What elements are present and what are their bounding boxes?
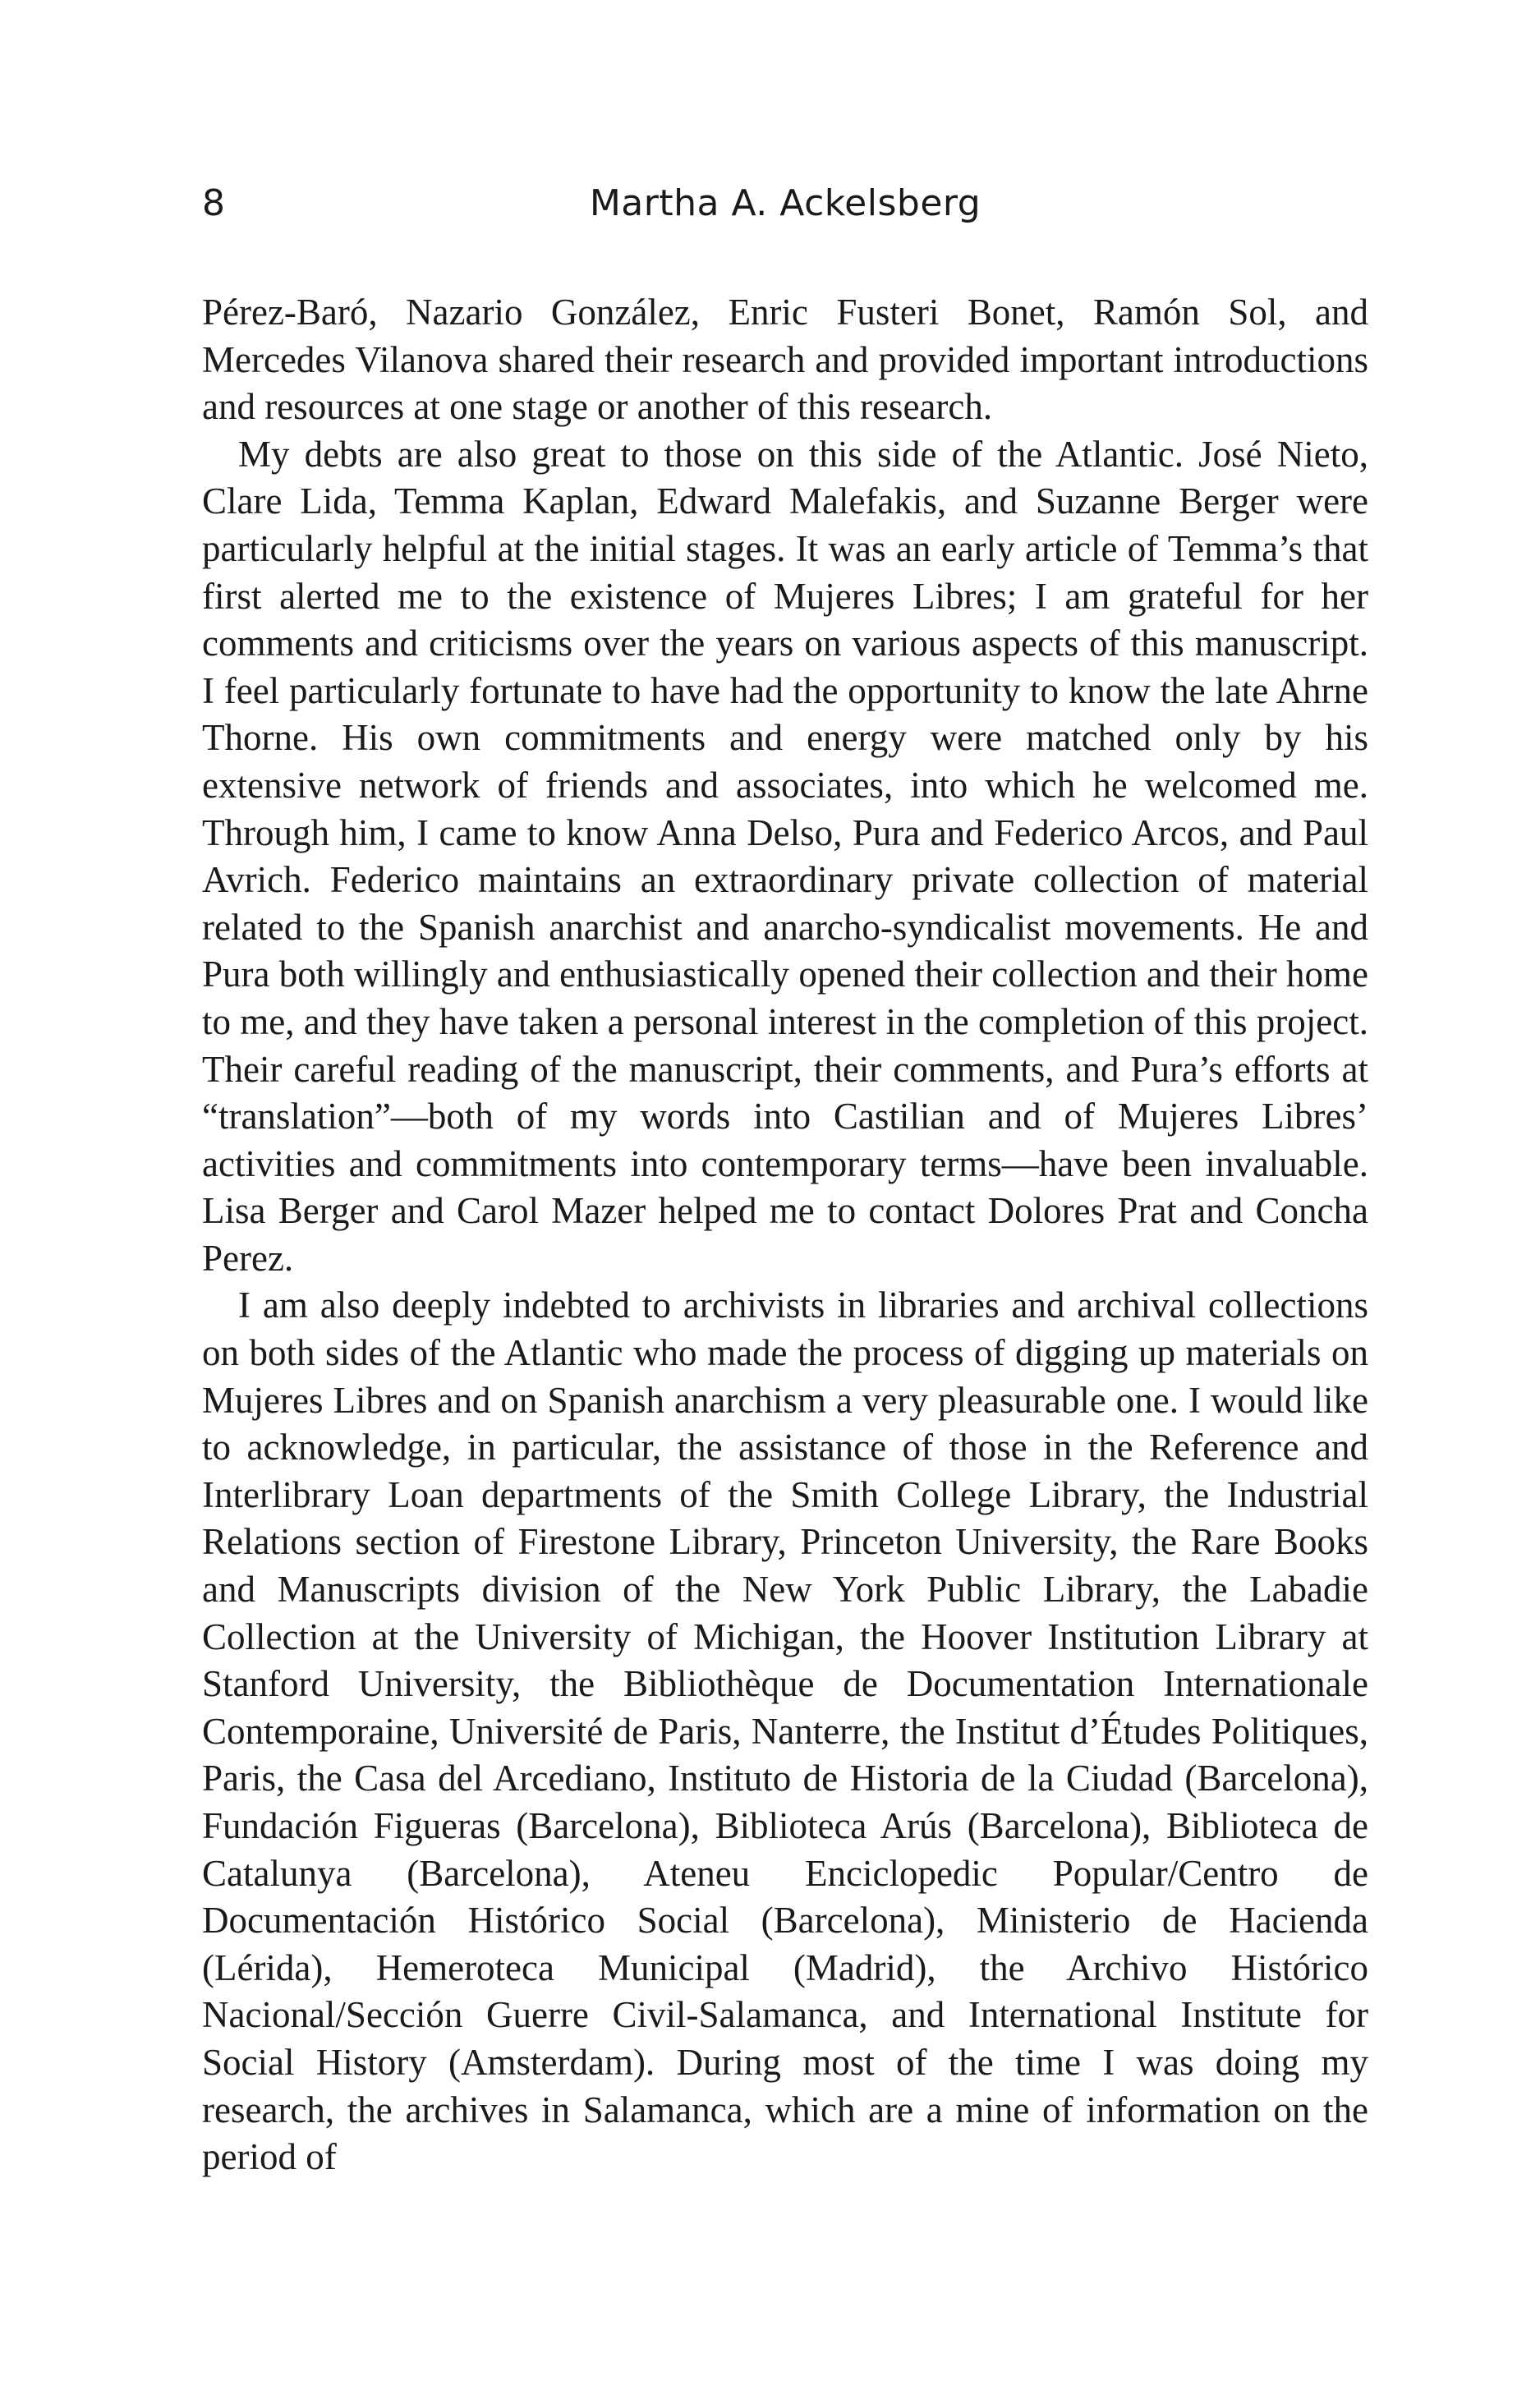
running-head	[202, 179, 1368, 228]
running-title: Martha A. Ackelsberg	[589, 182, 981, 224]
body-text	[202, 289, 1368, 2181]
paragraph-archivists: I am also deeply indebted to archivists in libraries and archival collections on both sides of the Atlantic who made the process of digging up materials on Mujeres Libres and on Spanish anarchism a very pleasurable one. I would like to acknowledge, in particular, the assistance of those in the Reference and Interlibrary Loan departments of the Smith College Library, the Industrial Relations section of Firestone Library, Princeton University, the Rare Books and Manuscripts division of the New York Public Library, the Labadie Collection at the University of Michigan, the Hoover Institution Library at Stanford University, the Bibliothèque de Documentation Internationale Contemporaine, Université de Paris, Nanterre, the Institut d’Études Politiques, Paris, the Casa del Arcediano, Instituto de Historia de la Ciudad (Barcelona), Fundación Figueras (Barcelona), Biblioteca Arús (Barcelona), Biblioteca de Catalunya (Barcelona), Ateneu Enciclopedic Popular/Centro de Documentación Histórico Social (Barcelona), Ministerio de Hacienda (Lérida), Hemeroteca Municipal (Madrid), the Archivo Histórico Nacional/Sección Guerre Civil-Salamanca, and International Institute for Social History (Amsterdam). During most of the time I was doing my research, the archives in Salamanca, which are a mine of information on the period of	[202, 1285, 1368, 2178]
paragraph-continuation: Pérez-Baró, Nazario González, Enric Fusteri Bonet, Ramón Sol, and Mercedes Vilanova shared their research and provided important introductions and resources at one stage or another of this research.	[202, 292, 1368, 428]
page-number: 8	[202, 182, 225, 224]
paragraph-atlantic-debts: My debts are also great to those on this side of the Atlantic. José Nieto, Clare Lida, Temma Kaplan, Edward Malefakis, and Suzanne Berger were particularly helpful at the initial stages. It was an early article of Temma’s that first alerted me to the existence of Mujeres Libres; I am grateful for her comments and criticisms over the years on various aspects of this manuscript. I feel particularly fortunate to have had the opportunity to know the late Ahrne Thorne. His own commitments and energy were matched only by his extensive network of friends and associates, into which he welcomed me. Through him, I came to know Anna Delso, Pura and Federico Arcos, and Paul Avrich. Federico maintains an extraordinary private collection of material related to the Spanish anarchist and anarcho-syndicalist movements. He and Pura both willingly and enthusiastically opened their collection and their home to me, and they have taken a personal interest in the completion of this project. Their careful reading of the manuscript, their comments, and Pura’s efforts at “translation”—both of my words into Castilian and of Mujeres Libres’ activities and commitments into contemporary terms—have been invaluable. Lisa Berger and Carol Mazer helped me to contact Dolores Prat and Concha Perez.	[202, 433, 1368, 1279]
